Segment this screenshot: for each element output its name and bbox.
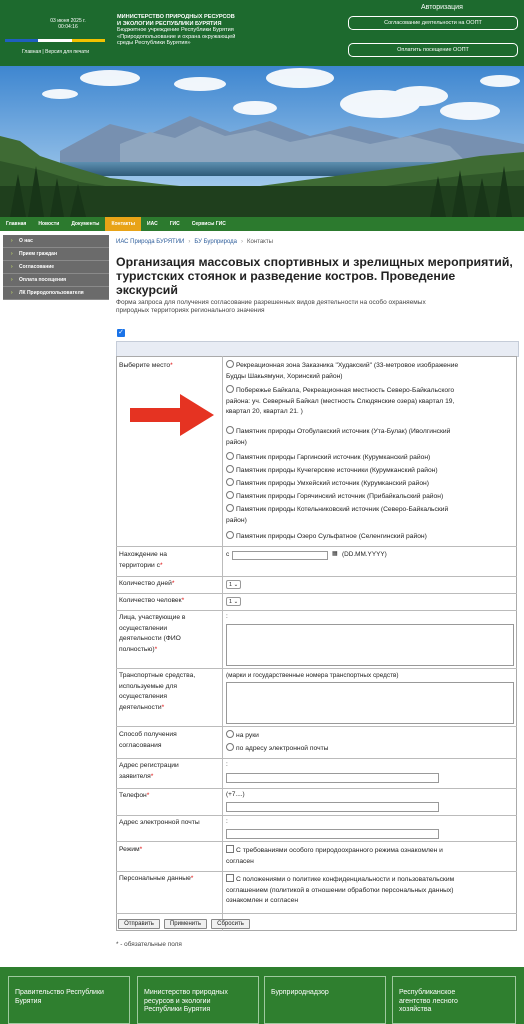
vehicles-label: Транспортные средства, используемые для осуществления деятельности* xyxy=(119,672,196,711)
nav-gis[interactable]: ГИС xyxy=(169,221,180,227)
radio-icon[interactable] xyxy=(226,491,234,499)
checkbox-icon[interactable] xyxy=(226,845,234,853)
personal-data-consent[interactable]: С положениями о политике конфиденциальности и пользовательским соглашением (политикой в отношении обработки персональных данных) ознакомлен и согласен xyxy=(226,876,455,904)
form-row-divider xyxy=(116,841,517,842)
calendar-icon[interactable]: ▦ xyxy=(332,551,338,557)
form-row-divider xyxy=(116,758,517,759)
people-label: Количество человек* xyxy=(119,597,185,604)
form-row-divider xyxy=(116,788,517,789)
place-option-7[interactable]: Памятник природы Горячинский источник (Прибайкальский район) xyxy=(226,491,516,503)
address-input[interactable] xyxy=(226,773,439,783)
breadcrumb xyxy=(116,239,273,245)
sidebar-item-agreement[interactable]: › Согласование xyxy=(3,261,109,274)
nav-news[interactable]: Новости xyxy=(38,221,60,227)
people-select[interactable]: 1 ⌄ xyxy=(226,597,241,606)
red-arrow-icon xyxy=(128,390,218,440)
radio-icon[interactable] xyxy=(226,465,234,473)
phone-input[interactable] xyxy=(226,802,439,812)
sidebar-item-personal-account[interactable]: › ЛК Природопользователя xyxy=(3,287,109,300)
page-title: Организация массовых спортивных и зрелищных мероприятий, туристских стоянок и разведение костров. Проведение экскурсий xyxy=(116,255,513,297)
chevron-down-icon: ⌄ xyxy=(232,582,239,588)
footer-link-ministry[interactable]: Министерство природных ресурсов и экологии Республики Бурятия xyxy=(137,976,259,1024)
place-option-4[interactable]: Памятник природы Гаргинский источник (Курумканский район) xyxy=(226,452,516,464)
form-description: Форма запроса для получения согласование разрешенных видов деятельности на особо охраняемых природных территориях регионального значения xyxy=(116,299,426,314)
main-nav xyxy=(0,217,524,231)
email-input[interactable] xyxy=(226,829,439,839)
required-note: * - обязательные поля xyxy=(116,941,182,948)
breadcrumb-separator: › xyxy=(188,239,191,245)
current-time: 00:04:16 xyxy=(58,24,78,30)
breadcrumb-ias[interactable]: ИАС Природа БУРЯТИИ xyxy=(116,239,185,245)
place-option-9[interactable]: Памятник природы Озеро Сульфатное (Селенгинский район) xyxy=(226,531,516,543)
breadcrumb-buryat[interactable]: БУ Бурприрода xyxy=(194,239,238,245)
persons-label: Лица, участвующие в осуществлении деятельности (ФИО полностью)* xyxy=(119,614,186,653)
date-time xyxy=(33,18,103,30)
agreement-button[interactable]: Согласование деятельности на ООПТ xyxy=(348,16,518,30)
radio-icon[interactable] xyxy=(226,478,234,486)
form-row-divider xyxy=(116,546,517,547)
current-date: 03 июня 2025 г. xyxy=(50,18,86,24)
login-link[interactable]: Авторизация xyxy=(421,4,463,11)
days-select[interactable]: 1 ⌄ xyxy=(226,580,241,589)
nav-gis-services[interactable]: Сервисы ГИС xyxy=(191,221,226,227)
vehicles-hint: (марки и государственные номера транспортных средств) xyxy=(226,672,399,679)
footer-link-burprirodnadzor[interactable]: Бурприроднадзор xyxy=(264,976,386,1024)
version-links[interactable]: Главная | Версия для печати xyxy=(22,49,90,55)
apply-button[interactable]: Применить xyxy=(164,919,207,929)
radio-icon[interactable] xyxy=(226,504,234,512)
receive-option-hand[interactable]: на руки xyxy=(226,730,516,742)
breadcrumb-current: Контакты xyxy=(247,239,273,245)
place-option-6[interactable]: Памятник природы Умхейский источник (Курумканский район) xyxy=(226,478,516,490)
phone-label: Телефон* xyxy=(119,792,150,799)
regime-consent[interactable]: С требованиями особого природоохранного режима ознакомлен и согласен xyxy=(226,847,443,865)
payment-button[interactable]: Оплатить посещение ООПТ xyxy=(348,43,518,57)
place-option-3[interactable]: Памятник природы Отобулакский источник (Ута-Булак) (Иволгинский район) xyxy=(226,428,451,446)
sidebar-item-reception[interactable]: › Прием граждан xyxy=(3,248,109,261)
radio-icon[interactable] xyxy=(226,385,234,393)
colon: : xyxy=(226,761,228,768)
place-option-1[interactable]: Рекреационная зона Заказника "Худакский" (33-метровое изображение Будды Шакьямуни, Хоринский район) xyxy=(226,362,459,380)
form-row-divider xyxy=(116,913,517,914)
colon: : xyxy=(226,613,228,620)
radio-icon[interactable] xyxy=(226,426,234,434)
radio-icon[interactable] xyxy=(226,531,234,539)
personal-data-label: Персональные данные* xyxy=(119,875,194,882)
place-option-5[interactable]: Памятник природы Кучегерские источники (Курумканский район) xyxy=(226,465,516,477)
ministry-name: МИНИСТЕРСТВО ПРИРОДНЫХ РЕСУРСОВ И ЭКОЛОГИИ РЕСПУБЛИКИ БУРЯТИЯ Бюджетное учреждение Республики Бурятия «Природопользование и охрана окружающей среды Республики Бурятия» xyxy=(117,14,236,46)
chevron-down-icon: ⌄ xyxy=(232,599,239,605)
vehicles-textarea[interactable] xyxy=(226,682,514,724)
nav-ias[interactable]: ИАС xyxy=(147,221,158,227)
receive-option-email[interactable]: по адресу электронной почты xyxy=(226,743,516,755)
radio-icon[interactable] xyxy=(226,452,234,460)
form-row-divider xyxy=(116,815,517,816)
place-option-8[interactable]: Памятник природы Котельниковский источник (Северо-Байкальский район) xyxy=(226,506,449,524)
footer-link-government[interactable]: Правительство Республики Бурятия xyxy=(8,976,130,1024)
place-option-2[interactable]: Побережье Байкала, Рекреационная местность Северо-Байкальского района: уч. Северный Байкал (местность Слюдянские озера) квартал 19, квартал 20, квартал 21. ) xyxy=(226,387,455,415)
form-header-bar xyxy=(116,341,519,357)
sidebar-item-about[interactable]: › О нас xyxy=(3,235,109,248)
stay-prefix: с xyxy=(226,551,230,558)
stay-label: Нахождение на территории с* xyxy=(119,551,167,569)
form-row-divider xyxy=(116,871,517,872)
radio-icon[interactable] xyxy=(226,360,234,368)
nav-documents[interactable]: Документы xyxy=(71,221,100,227)
form-column-divider xyxy=(222,356,223,931)
form-row-divider xyxy=(116,668,517,669)
breadcrumb-separator: › xyxy=(241,239,244,245)
days-label: Количество дней* xyxy=(119,580,175,587)
receive-method-label: Способ получения согласования xyxy=(119,731,177,749)
radio-icon[interactable] xyxy=(226,730,234,738)
colon: : xyxy=(226,818,228,825)
place-label: Выберите место* xyxy=(119,362,173,369)
flag-stripe xyxy=(5,39,105,42)
footer-link-forestry[interactable]: Республиканское агентство лесного хозяйства xyxy=(392,976,516,1024)
address-label: Адрес регистрации заявителя* xyxy=(119,762,179,780)
form-row-divider xyxy=(116,610,517,611)
radio-icon[interactable] xyxy=(226,743,234,751)
date-format-hint: (DD.MM.YYYY) xyxy=(342,551,387,558)
email-label: Адрес электронной почты xyxy=(119,819,200,826)
hero-landscape-image xyxy=(0,66,524,217)
sidebar-menu xyxy=(3,235,109,300)
site-header xyxy=(0,0,524,66)
stay-date-input[interactable] xyxy=(232,551,328,560)
sidebar-item-payment[interactable]: › Оплата посещения xyxy=(3,274,109,287)
form-toggle-checkbox[interactable]: ✓ xyxy=(118,329,124,336)
reset-button[interactable]: Сбросить xyxy=(211,919,250,929)
form-row-divider xyxy=(116,726,517,727)
form-row-divider xyxy=(116,576,517,577)
regime-label: Режим* xyxy=(119,846,143,853)
submit-button[interactable]: Отправить xyxy=(118,919,160,929)
persons-textarea[interactable] xyxy=(226,624,514,666)
nav-contacts[interactable]: Контакты xyxy=(105,217,141,231)
phone-hint: (+7....) xyxy=(226,791,245,798)
nav-home[interactable]: Главная xyxy=(6,221,27,227)
checkbox-icon[interactable] xyxy=(226,874,234,882)
form-row-divider xyxy=(116,593,517,594)
